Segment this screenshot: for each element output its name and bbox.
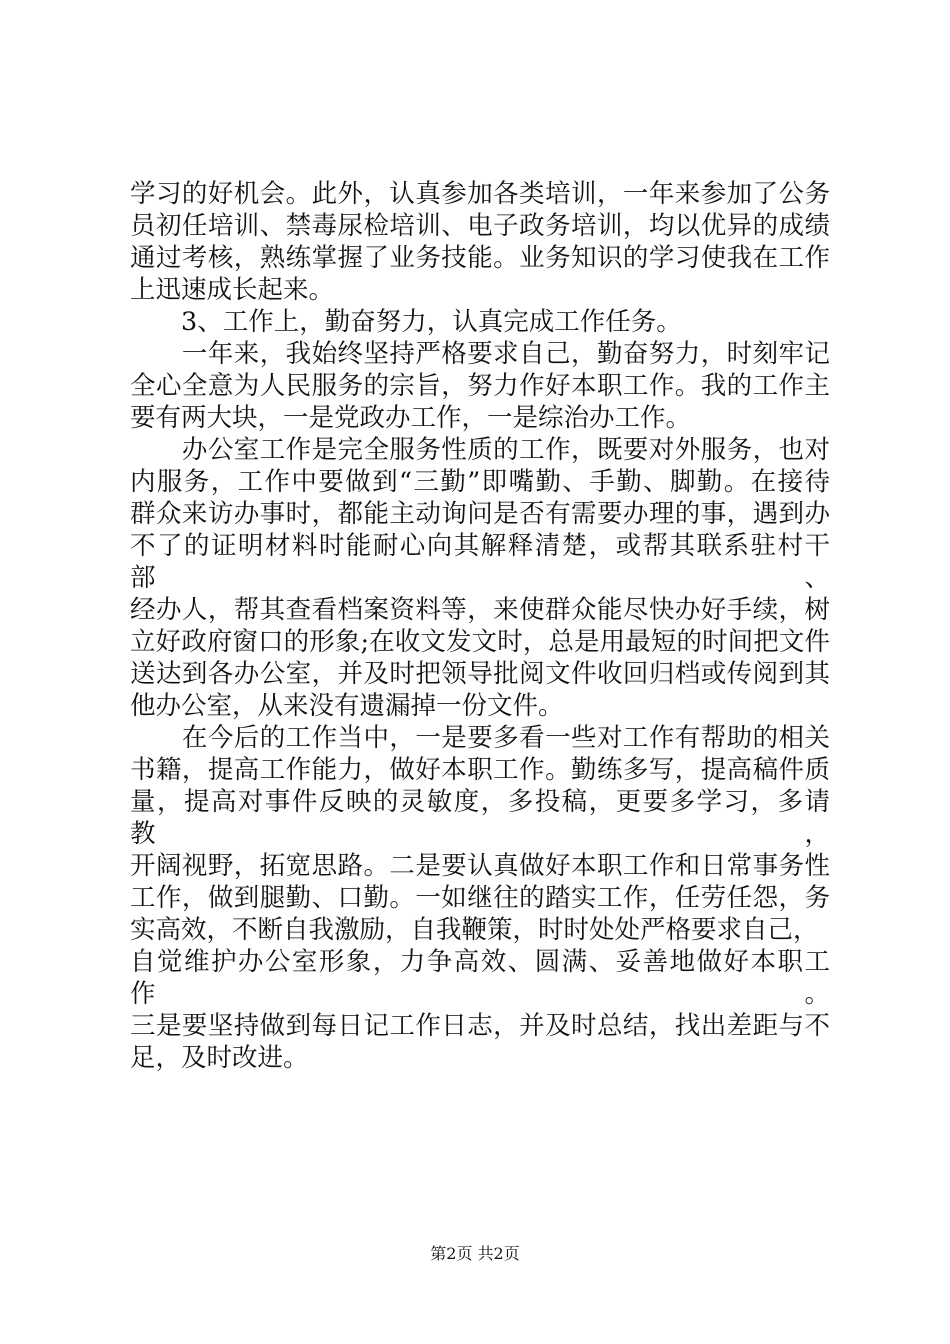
text-line: 上迅速成长起来。 (130, 275, 335, 305)
text-line: 足，及时改进。 (130, 1043, 309, 1073)
text-line: 内服务，工作中要做到“三勤”即嘴勤、手勤、脚勤。在接待 (130, 467, 830, 497)
text-line: 学习的好机会。此外，认真参加各类培训，一年来参加了公务 (130, 179, 830, 209)
text-line: 开阔视野，拓宽思路。二是要认真做好本职工作和日常事务性 (130, 851, 830, 881)
text-line: 实高效，不断自我激励，自我鞭策，时时处处严格要求自己， (130, 915, 819, 945)
text-line: 工作，做到腿勤、口勤。一如继往的踏实工作，任劳任怨，务 (130, 883, 830, 913)
text-line: 书籍，提高工作能力，做好本职工作。勤练多写，提高稿件质 (130, 755, 830, 785)
text-line: 群众来访办事时，都能主动询问是否有需要办理的事，遇到办 (130, 499, 830, 529)
text-line: 他办公室，从来没有遗漏掉一份文件。 (130, 691, 564, 721)
text-line: 送达到各办公室，并及时把领导批阅文件收回归档或传阅到其 (130, 659, 830, 689)
text-line: 经办人，帮其查看档案资料等，来使群众能尽快办好手续，树 (130, 595, 830, 625)
text-line: 自觉维护办公室形象，力争高效、圆满、妥善地做好本职工作。 (130, 947, 830, 1009)
text-line: 一年来，我始终坚持严格要求自己，勤奋努力，时刻牢记 (130, 339, 830, 369)
text-line: 全心全意为人民服务的宗旨，努力作好本职工作。我的工作主 (130, 371, 830, 401)
text-line: 立好政府窗口的形象;在收文发文时，总是用最短的时间把文件 (130, 627, 830, 657)
text-line: 要有两大块，一是党政办工作，一是综治办工作。 (130, 403, 692, 433)
text-line: 在今后的工作当中，一是要多看一些对工作有帮助的相关 (130, 723, 830, 753)
text-line: 办公室工作是完全服务性质的工作，既要对外服务，也对 (130, 435, 830, 465)
text-line: 不了的证明材料时能耐心向其解释清楚，或帮其联系驻村干部、 (130, 531, 830, 593)
text-line: 通过考核，熟练掌握了业务技能。业务知识的学习使我在工作 (130, 243, 830, 273)
section-heading: 3、工作上，勤奋努力，认真完成工作任务。 (130, 307, 682, 337)
text-line: 量，提高对事件反映的灵敏度，多投稿，更要多学习，多请教， (130, 787, 830, 849)
text-line: 员初任培训、禁毒尿检培训、电子政务培训，均以优异的成绩 (130, 211, 830, 241)
text-line: 三是要坚持做到每日记工作日志，并及时总结，找出差距与不 (130, 1011, 830, 1041)
page-number: 第2页 共2页 (430, 1244, 520, 1263)
page-footer (0, 1244, 950, 1264)
document-body (130, 178, 830, 1074)
